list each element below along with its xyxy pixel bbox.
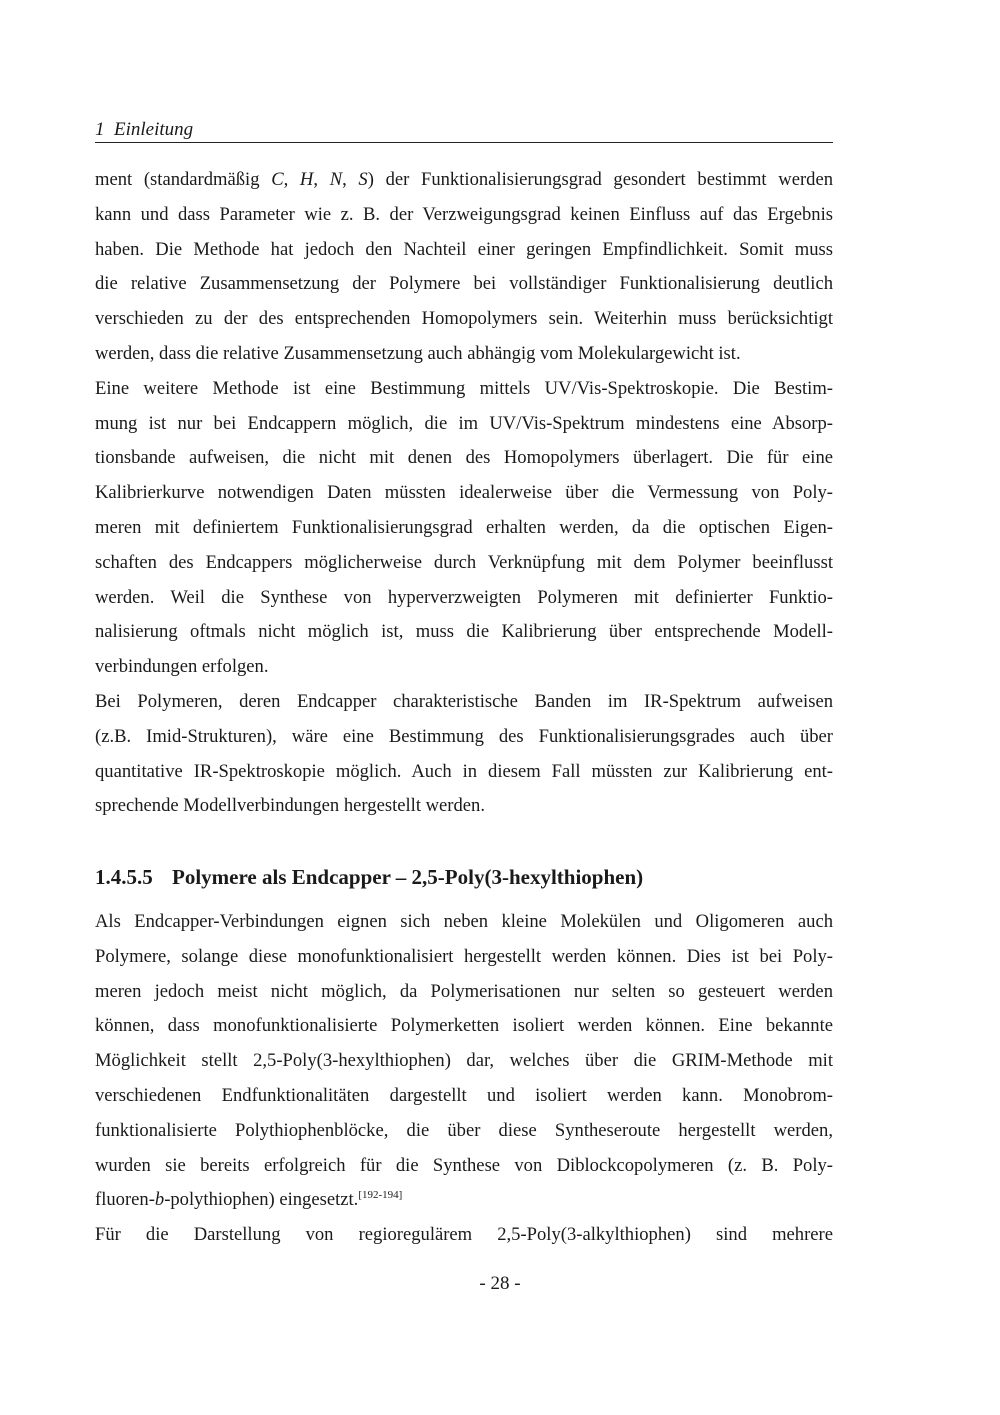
section-heading: [95, 862, 643, 892]
text-line: wurden sie bereits erfolgreich für die Synthese von Diblockcopolymeren (z. B. Poly-: [95, 1154, 833, 1176]
text-line: Bei Polymeren, deren Endcapper charakteristische Banden im IR-Spektrum aufweisen: [95, 690, 833, 712]
text-line: meren jedoch meist nicht möglich, da Polymerisationen nur selten so gesteuert werden: [95, 980, 833, 1002]
chapter-title: 1 Einleitung: [95, 119, 194, 140]
text-line: haben. Die Methode hat jedoch den Nachteil einer geringen Empfindlichkeit. Somit muss: [95, 238, 833, 260]
text-line: Möglichkeit stellt 2,5-Poly(3-hexylthiophen) dar, welches über die GRIM-Methode mit: [95, 1050, 833, 1072]
text-line: Als Endcapper-Verbindungen eignen sich neben kleine Molekülen und Oligomeren auch: [95, 911, 833, 932]
text-line: quantitative IR-Spektroskopie möglich. Auch in diesem Fall müssten zur Kalibrierung ent-: [95, 760, 833, 782]
text-line: verschieden zu der des entsprechenden Homopolymers sein. Weiterhin muss berücksichtigt: [95, 308, 833, 330]
text-line: ment (standardmäßig C, H, N, S) der Funktionalisierungsgrad gesondert bestimmt werden: [95, 169, 833, 190]
text-line: verbindungen erfolgen.: [95, 656, 269, 678]
text-line: werden, dass die relative Zusammensetzung auch abhängig vom Molekulargewicht ist.: [95, 342, 741, 364]
text-line: Für die Darstellung von regioregulärem 2,5-Poly(3-alkylthiophen) sind mehrere: [95, 1224, 833, 1246]
text-line: mung ist nur bei Endcappern möglich, die im UV/Vis-Spektrum mindestens eine Absorp-: [95, 412, 833, 434]
text-line: Eine weitere Methode ist eine Bestimmung mittels UV/Vis-Spektroskopie. Die Bestim-: [95, 377, 833, 399]
text-line: tionsbande aufweisen, die nicht mit denen des Homopolymers überlagert. Die für eine: [95, 447, 833, 469]
text-line: die relative Zusammensetzung der Polymere bei vollständiger Funktionalisierung deutlich: [95, 273, 833, 295]
text-line: werden. Weil die Synthese von hyperverzweigten Polymeren mit definierter Funktio-: [95, 586, 833, 608]
body-text-upper: [95, 163, 833, 824]
text-line: verschiedenen Endfunktionalitäten dargestellt und isoliert werden kann. Monobrom-: [95, 1084, 833, 1106]
citation-reference: [192-194]: [358, 1189, 403, 1202]
text-line: meren mit definiertem Funktionalisierungsgrad erhalten werden, da die optischen Eigen-: [95, 516, 833, 538]
text-line: können, dass monofunktionalisierte Polymerketten isoliert werden können. Eine bekannte: [95, 1015, 833, 1037]
text-line: kann und dass Parameter wie z. B. der Verzweigungsgrad keinen Einfluss auf das Ergebnis: [95, 203, 833, 225]
paragraph: [95, 905, 833, 1218]
section-title: Polymere als Endcapper – 2,5-Poly(3-hexylthiophen): [172, 865, 644, 889]
text-line: nalisierung oftmals nicht möglich ist, muss die Kalibrierung über entsprechende Modell-: [95, 621, 833, 643]
text-line: Kalibrierkurve notwendigen Daten müssten idealerweise über die Vermessung von Poly-: [95, 482, 833, 504]
text-line: schaften des Endcappers möglicherweise durch Verknüpfung mit dem Polymer beeinflusst: [95, 551, 833, 573]
text-line: funktionalisierte Polythiophenblöcke, die über diese Syntheseroute hergestellt werden,: [95, 1119, 833, 1141]
text-line: fluoren-b-polythiophen) eingesetzt.[192-194]: [95, 1189, 403, 1211]
paragraph: [95, 163, 833, 372]
paragraph: [95, 1218, 833, 1253]
text-line: (z.B. Imid-Strukturen), wäre eine Bestimmung des Funktionalisierungsgrades auch über: [95, 725, 833, 747]
text-line: Polymere, solange diese monofunktionalisiert hergestellt werden können. Dies ist bei Poly-: [95, 945, 833, 967]
paragraph: [95, 372, 833, 685]
running-header: [95, 118, 833, 143]
section-number: 1.4.5.5: [95, 865, 153, 889]
body-text-lower: [95, 905, 833, 1253]
page-number: - 28 -: [479, 1273, 521, 1294]
paragraph: [95, 685, 833, 824]
text-line: sprechende Modellverbindungen hergestellt werden.: [95, 795, 485, 817]
